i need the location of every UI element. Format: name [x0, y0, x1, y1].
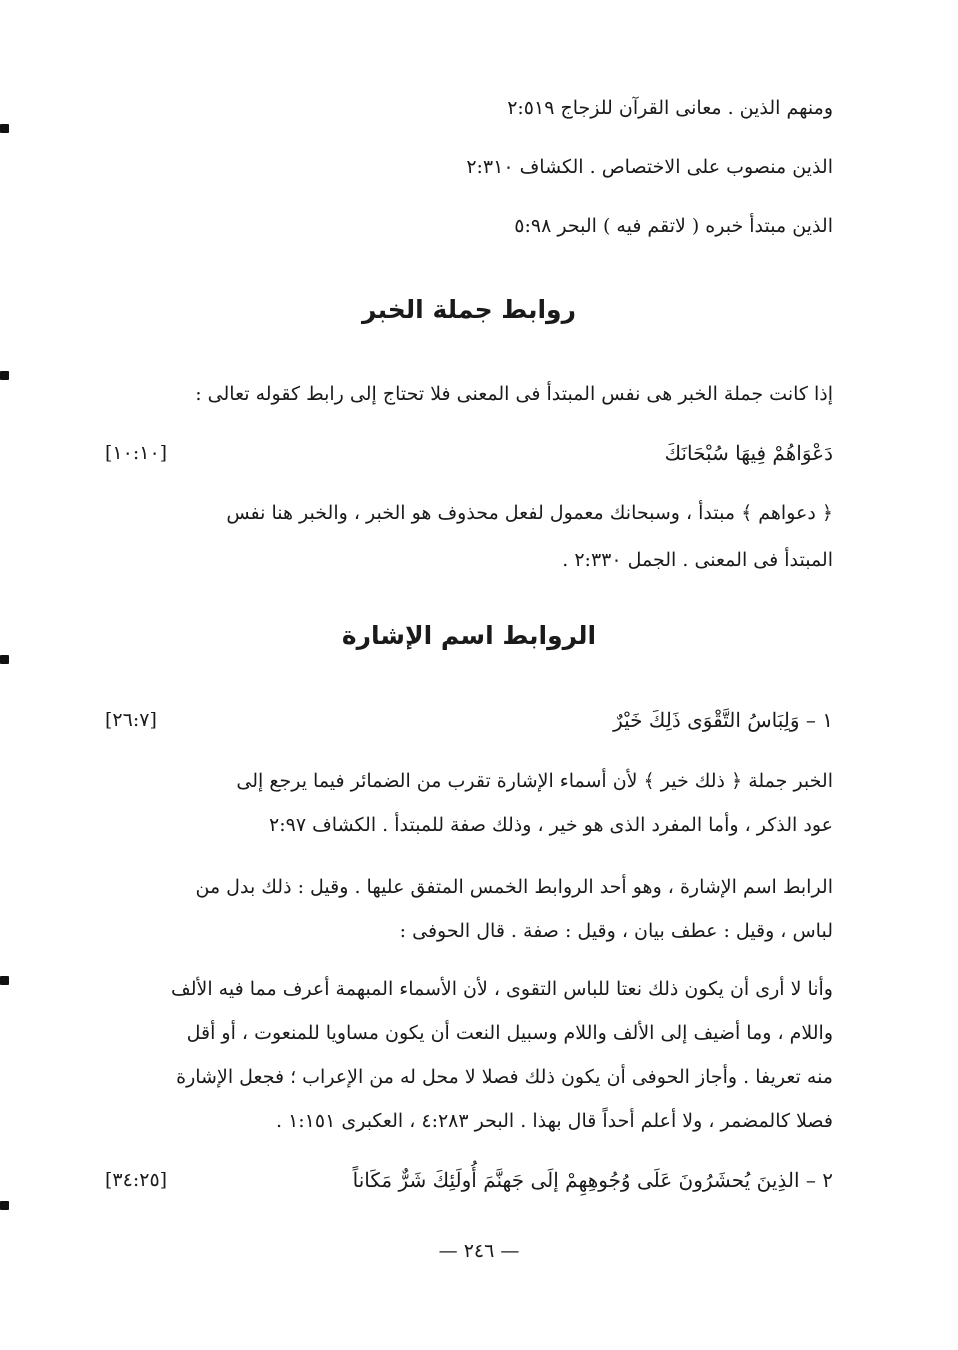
page-number: — ٢٤٦ —: [438, 1240, 520, 1262]
commentary-line: المبتدأ فى المعنى . الجمل ٢:٣٣٠ .: [562, 549, 833, 571]
reference-line: الذين مبتدأ خبره ( لاتقم فيه ) البحر ٥:٩٨: [514, 215, 833, 237]
paragraph-line: فصلا كالمضمر ، ولا أعلم أحداً قال بهذا . البحر ٤:٢٨٣ ، العكبرى ١:١٥١ .: [275, 1110, 833, 1132]
margin-mark: [0, 655, 9, 664]
margin-mark: [0, 1201, 9, 1210]
quran-verse: [105, 703, 833, 737]
verse-text: ١ – وَلِبَاسُ التَّقْوَى ذَلِكَ خَيْرٌ: [613, 708, 833, 732]
paragraph-line: الخبر جملة ﴿ ذلك خير ﴾ لأن أسماء الإشارة تقرب من الضمائر فيما يرجع إلى: [236, 770, 833, 792]
section-heading: روابط جملة الخبر: [362, 295, 576, 324]
verse-text: ٢ – الذِينَ يُحشَرُونَ عَلَى وُجُوهِهِمْ إلَى جَهنَّمَ أُولَئِكَ شَرٌّ مَكَاناً: [352, 1168, 833, 1192]
quran-verse: [105, 1163, 833, 1197]
verse-reference: [٢٦:٧]: [105, 709, 157, 731]
verse-reference: [١٠:١٠]: [105, 442, 168, 464]
paragraph-line: الرابط اسم الإشارة ، وهو أحد الروابط الخمس المتفق عليها . وقيل : ذلك بدل من: [195, 876, 833, 898]
paragraph-line: منه تعريفا . وأجاز الحوفى أن يكون ذلك فصلا لا محل له من الإعراب ؛ فجعل الإشارة: [176, 1066, 833, 1088]
verse-text: دَعْوَاهُمْ فِيهَا سُبْحَانَكَ: [664, 441, 833, 465]
commentary-line: ﴿ دعواهم ﴾ مبتدأ ، وسبحانك معمول لفعل محذوف هو الخبر ، والخبر هنا نفس: [226, 502, 833, 524]
verse-reference: [٣٤:٢٥]: [105, 1169, 168, 1191]
margin-mark: [0, 371, 9, 380]
reference-line: ومنهم الذين . معانى القرآن للزجاج ٢:٥١٩: [507, 97, 833, 119]
paragraph-line: واللام ، وما أضيف إلى الألف واللام وسبيل النعت أن يكون مساويا للمنعوت ، أو أقل: [186, 1022, 833, 1044]
paragraph-line: عود الذكر ، وأما المفرد الذى هو خير ، وذلك صفة للمبتدأ . الكشاف ٢:٩٧: [269, 814, 833, 836]
quran-verse: [105, 436, 833, 470]
margin-mark: [0, 976, 9, 985]
paragraph-line: وأنا لا أرى أن يكون ذلك نعتا للباس التقوى ، لأن الأسماء المبهمة أعرف مما فيه الألف: [171, 978, 833, 1000]
intro-paragraph: إذا كانت جملة الخبر هى نفس المبتدأ فى المعنى فلا تحتاج إلى رابط كقوله تعالى :: [195, 383, 833, 405]
margin-mark: [0, 124, 9, 133]
section-heading: الروابط اسم الإشارة: [341, 621, 597, 650]
paragraph-line: لباس ، وقيل : عطف بيان ، وقيل : صفة . قال الحوفى :: [399, 920, 833, 942]
reference-line: الذين منصوب على الاختصاص . الكشاف ٢:٣١٠: [466, 156, 833, 178]
